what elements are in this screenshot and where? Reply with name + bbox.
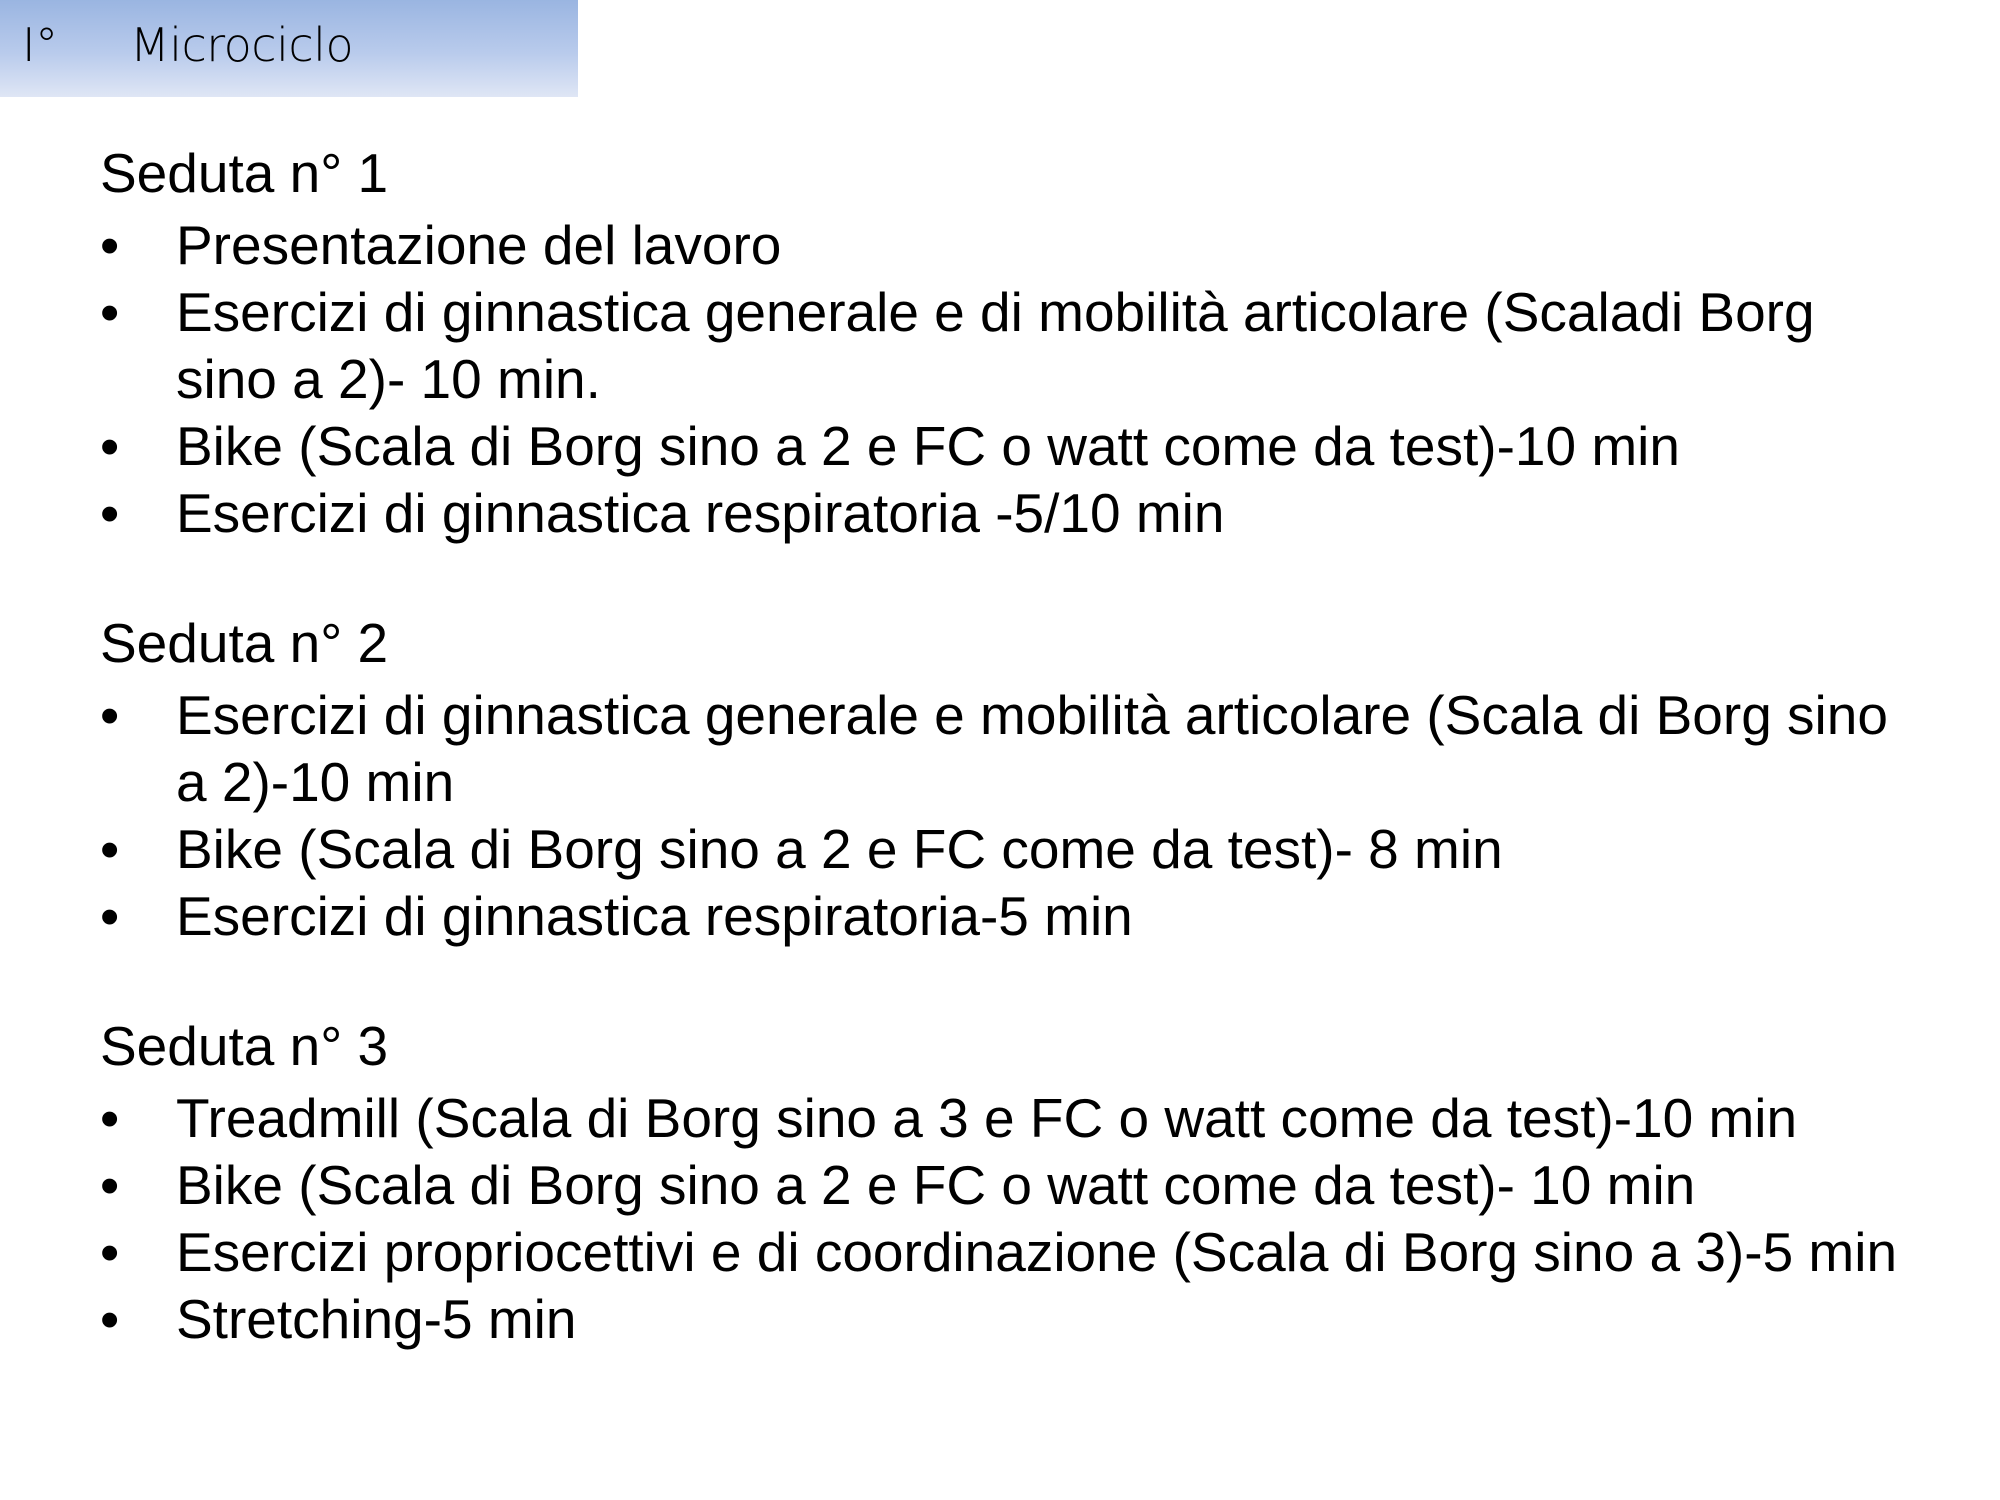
- bullet-icon: •: [100, 482, 120, 544]
- session-3: [100, 1013, 1920, 1353]
- list-item: [100, 279, 1920, 413]
- slide-content: [100, 140, 1920, 1416]
- session-list: [100, 212, 1920, 547]
- session-2: [100, 610, 1920, 950]
- slide-header: [0, 0, 578, 97]
- session-list: [100, 682, 1920, 950]
- item-text: Stretching-5 min: [176, 1288, 577, 1350]
- bullet-icon: •: [100, 281, 120, 343]
- bullet-icon: •: [100, 415, 120, 477]
- list-item: [100, 1286, 1920, 1353]
- bullet-icon: •: [100, 1288, 120, 1350]
- list-item: [100, 1085, 1920, 1152]
- list-item: [100, 413, 1920, 480]
- session-title: Seduta n° 2: [100, 612, 389, 674]
- list-item: [100, 816, 1920, 883]
- item-text: Esercizi di ginnastica respiratoria-5 min: [176, 885, 1133, 947]
- bullet-icon: •: [100, 818, 120, 880]
- bullet-icon: •: [100, 214, 120, 276]
- session-title: Seduta n° 3: [100, 1015, 389, 1077]
- item-text: Esercizi di ginnastica generale e mobilità articolare (Scala di Borg sino a 2)-10 min: [176, 684, 1888, 813]
- list-item: [100, 212, 1920, 279]
- item-text: Presentazione del lavoro: [176, 214, 782, 276]
- item-text: Bike (Scala di Borg sino a 2 e FC o watt come da test)-10 min: [176, 415, 1680, 477]
- item-text: Treadmill (Scala di Borg sino a 3 e FC o watt come da test)-10 min: [176, 1087, 1798, 1149]
- bullet-icon: •: [100, 1221, 120, 1283]
- microcycle-number: I°: [22, 18, 58, 72]
- bullet-icon: •: [100, 885, 120, 947]
- bullet-icon: •: [100, 1154, 120, 1216]
- item-text: Esercizi propriocettivi e di coordinazione (Scala di Borg sino a 3)-5 min: [176, 1221, 1898, 1283]
- list-item: [100, 1152, 1920, 1219]
- list-item: [100, 480, 1920, 547]
- list-item: [100, 883, 1920, 950]
- session-1: [100, 140, 1920, 547]
- slide-title: Microciclo: [130, 18, 354, 72]
- session-list: [100, 1085, 1920, 1353]
- list-item: [100, 1219, 1920, 1286]
- session-title: Seduta n° 1: [100, 142, 389, 204]
- item-text: Esercizi di ginnastica generale e di mobilità articolare (Scaladi Borg sino a 2)- 10 min.: [176, 281, 1815, 410]
- item-text: Esercizi di ginnastica respiratoria -5/10 min: [176, 482, 1225, 544]
- bullet-icon: •: [100, 1087, 120, 1149]
- list-item: [100, 682, 1920, 816]
- item-text: Bike (Scala di Borg sino a 2 e FC come da test)- 8 min: [176, 818, 1503, 880]
- item-text: Bike (Scala di Borg sino a 2 e FC o watt come da test)- 10 min: [176, 1154, 1696, 1216]
- bullet-icon: •: [100, 684, 120, 746]
